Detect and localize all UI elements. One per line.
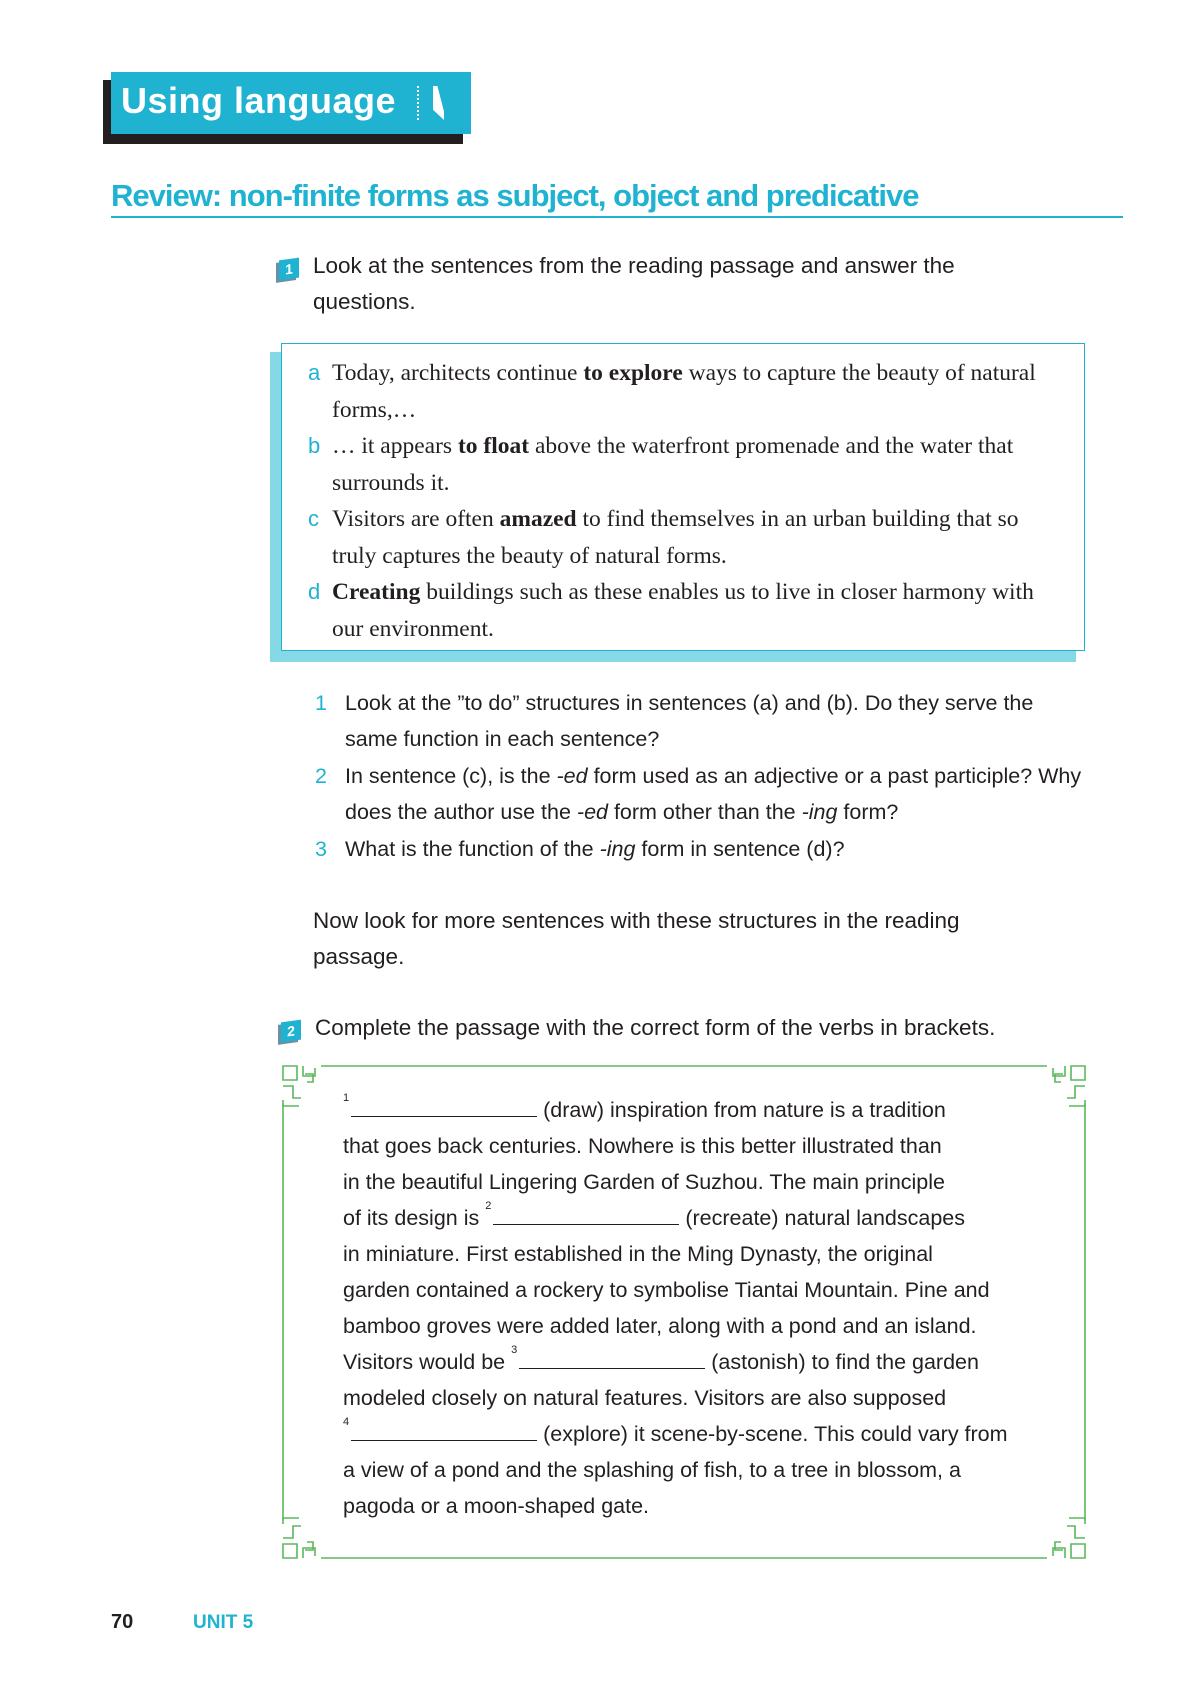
page-title: Review: non-finite forms as subject, object and predicative [111,178,919,213]
title-underline [111,216,1123,218]
instruction-line: Look at the sentences from the reading passage and answer the [313,253,955,278]
question-text: form used as an adjective or a past participle? Why does the author use the [345,764,1082,825]
exercise-1-number-icon: 1 [279,258,299,281]
passage-text: of its design is [343,1206,486,1230]
sentence-letter: c [308,506,319,531]
passage-line: pagoda or a moon-shaped gate. [343,1494,650,1518]
page-number: 70 [111,1611,134,1633]
blank-number: 1 [343,1092,350,1104]
sentence-box [281,343,1085,651]
passage-text: (explore) it scene-by-scene. This could vary from [543,1422,1008,1446]
section-header [111,72,471,134]
followup-instruction [313,903,960,975]
sentence-d [310,574,1060,647]
blank-number: 4 [343,1416,350,1428]
question-italic: -ing [599,837,636,861]
question-number: 2 [315,764,327,788]
passage-line: modeled closely on natural features. Visitors are also supposed [343,1386,947,1410]
sentence-text: buildings such as these enables us to live in closer harmony with our environment. [332,579,1034,642]
corner-ornament-icon [283,1518,315,1558]
question-text: Look at the ”to do” structures in sentences (a) and (b). Do they serve the same function in each sentence? [345,691,1034,752]
passage-text: (astonish) to find the garden [711,1350,979,1374]
blank-number: 3 [511,1344,518,1356]
question-text: In sentence (c), is the [345,764,557,788]
passage-line: in miniature. First established in the Ming Dynasty, the original [343,1242,933,1266]
blank-number: 2 [485,1200,492,1212]
sentence-a [310,355,1060,428]
sentence-letter: a [308,360,321,385]
sentence-text: … it appears [332,433,458,459]
sentence-text: ways to capture the beauty of natural forms,… [332,360,1036,423]
question-italic: -ed [556,764,588,788]
question-text: form? [837,800,899,825]
question-italic: -ing [801,800,838,825]
corner-ornament-icon [1053,1066,1085,1106]
corner-ornament-icon [283,1066,315,1106]
corner-ornament-icon [1053,1518,1085,1558]
sentence-text: to find themselves in an urban building that so truly captures the beauty of natural forms. [332,506,1019,569]
passage-line: bamboo groves were added later, along with a pond and an island. [343,1314,977,1338]
answer-blank-4[interactable] [351,1422,537,1441]
question-2 [313,758,1093,831]
exercise-1-instruction [313,248,955,320]
question-3 [313,831,1113,867]
sentence-text: Visitors are often [332,506,500,532]
passage-text: (draw) inspiration from nature is a tradition [543,1098,946,1122]
question-text: form in sentence (d)? [635,837,845,861]
section-header-label: Using language [121,80,397,121]
passage-line: a view of a pond and the splashing of fish, to a tree in blossom, a [343,1458,961,1482]
answer-blank-2[interactable] [493,1206,679,1225]
passage-line: garden contained a rockery to symbolise Tiantai Mountain. Pine and [343,1278,990,1302]
passage-line [343,1092,946,1123]
sentence-letter: b [308,433,321,458]
exercise-2-number-icon: 2 [281,1020,301,1043]
instruction-line: Now look for more sentences with these structures in the reading [313,908,960,933]
passage-text: (recreate) natural landscapes [685,1206,965,1230]
passage-line: that goes back centuries. Nowhere is this better illustrated than [343,1134,942,1158]
instruction-line: questions. [313,289,416,314]
sentence-highlight: amazed [499,506,577,532]
sentence-text: Today, architects continue [332,360,584,386]
instruction-line: passage. [313,944,405,969]
sentence-b [310,428,1060,501]
passage-line [343,1416,1008,1447]
question-italic: -ed [576,800,608,825]
unit-label: UNIT 5 [193,1612,254,1633]
passage-text: Visitors would be [343,1350,512,1374]
bookmark-icon [433,86,444,120]
sentence-letter: d [308,579,321,604]
sentence-highlight: Creating [332,579,421,605]
sentence-c [310,501,1060,574]
question-number: 1 [315,691,327,715]
question-number: 3 [315,837,327,861]
answer-blank-3[interactable] [519,1350,705,1369]
header-divider [417,86,419,120]
sentence-highlight: to explore [583,360,683,386]
answer-blank-1[interactable] [351,1098,537,1117]
question-1 [313,685,1053,758]
passage-line: in the beautiful Lingering Garden of Suzhou. The main principle [343,1170,945,1194]
sentence-highlight: to float [457,433,530,459]
passage-line [343,1200,965,1231]
passage-line [343,1344,979,1375]
sentence-text: above the waterfront promenade and the water that surrounds it. [332,433,1014,496]
exercise-2-instruction: Complete the passage with the correct form of the verbs in brackets. [315,1015,996,1040]
question-text: What is the function of the [345,837,600,861]
question-text: form other than the [607,800,802,825]
